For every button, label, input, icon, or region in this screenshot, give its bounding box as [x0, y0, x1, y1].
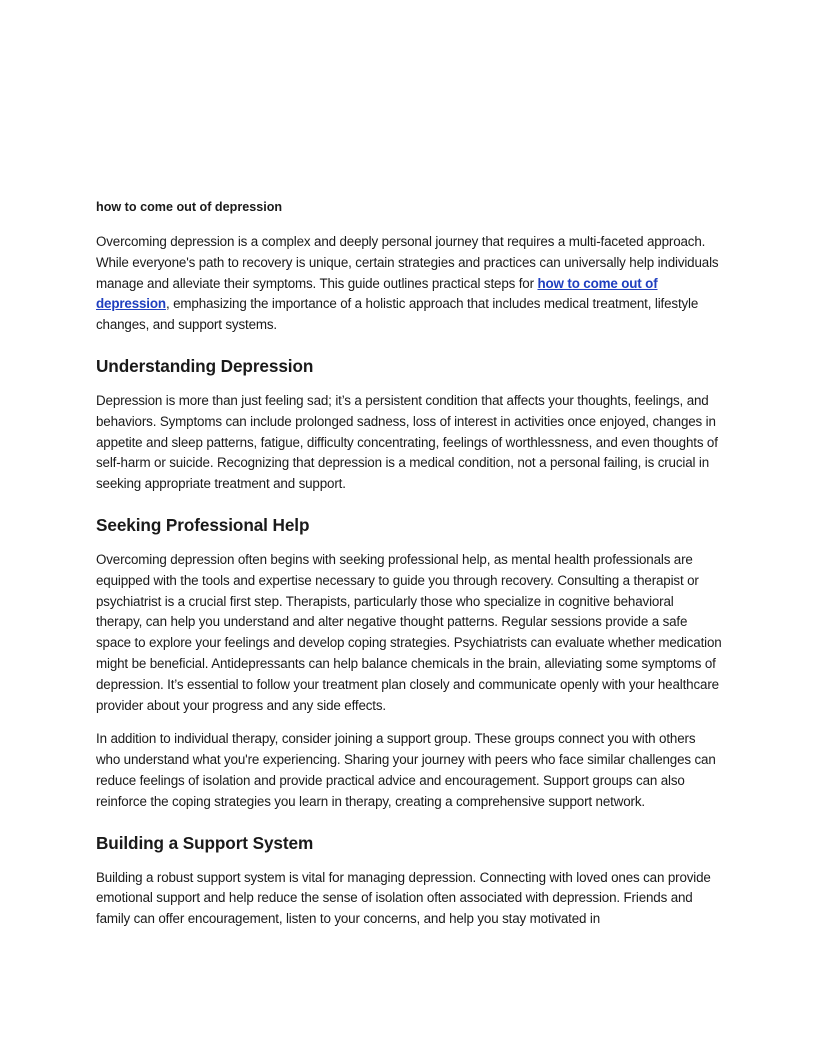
document-body — [96, 199, 722, 943]
professional-help-paragraph-1: Overcoming depression often begins with seeking professional help, as mental health professionals are equipped with the tools and expertise necessary to guide you through recovery. Consulting a therapist or psychiatrist is a crucial first step. Therapists, particularly those who specialize in cognitive behavioral therapy, can help you understand and alter negative thought patterns. Regular sessions provide a safe space to explore your feelings and develop coping strategies. Psychiatrists can evaluate whether medication might be beneficial. Antidepressants can help balance chemicals in the brain, alleviating some symptoms of depression. It’s essential to follow your treatment plan closely and communicate openly with your healthcare provider about your progress and any side effects. — [96, 551, 722, 713]
section-heading-understanding-depression: Understanding Depression — [96, 355, 314, 376]
understanding-depression-paragraph: Depression is more than just feeling sad; it’s a persistent condition that affects your thoughts, feelings, and behaviors. Symptoms can include prolonged sadness, loss of interest in activities once enjoyed, changes in appetite and sleep patterns, fatigue, difficulty concentrating, feelings of worthlessness, and even thoughts of self-harm or suicide. Recognizing that depression is a medical condition, not a personal failing, is crucial in seeking appropriate treatment and support. — [96, 392, 718, 492]
intro-text-after-link: , emphasizing the importance of a holistic approach that includes medical treatment, lifestyle changes, and support systems. — [96, 296, 699, 333]
professional-help-paragraph-2: In addition to individual therapy, consider joining a support group. These groups connect you with others who understand what you're experiencing. Sharing your journey with peers who face similar challenges can reduce feelings of isolation and provide practical advice and encouragement. Support groups can also reinforce the coping strategies you learn in therapy, creating a comprehensive support network. — [96, 731, 716, 809]
intro-paragraph — [96, 232, 722, 336]
section-heading-seeking-professional-help: Seeking Professional Help — [96, 514, 310, 535]
support-system-paragraph: Building a robust support system is vital for managing depression. Connecting with loved ones can provide emotional support and help reduce the sense of isolation often associated with depression. Friends and family can offer encouragement, listen to your concerns, and help you stay motivated in — [96, 869, 711, 927]
intro-text-before-link: Overcoming depression is a complex and deeply personal journey that requires a multi-faceted approach. While everyone's path to recovery is unique, certain strategies and practices can universally help individuals manage and alleviate their symptoms. This guide outlines practical steps for — [96, 234, 719, 291]
section-heading-building-support-system: Building a Support System — [96, 832, 314, 853]
document-title: how to come out of depression — [96, 200, 283, 214]
how-to-come-out-of-depression-link[interactable]: how to come out of depression — [96, 275, 658, 312]
